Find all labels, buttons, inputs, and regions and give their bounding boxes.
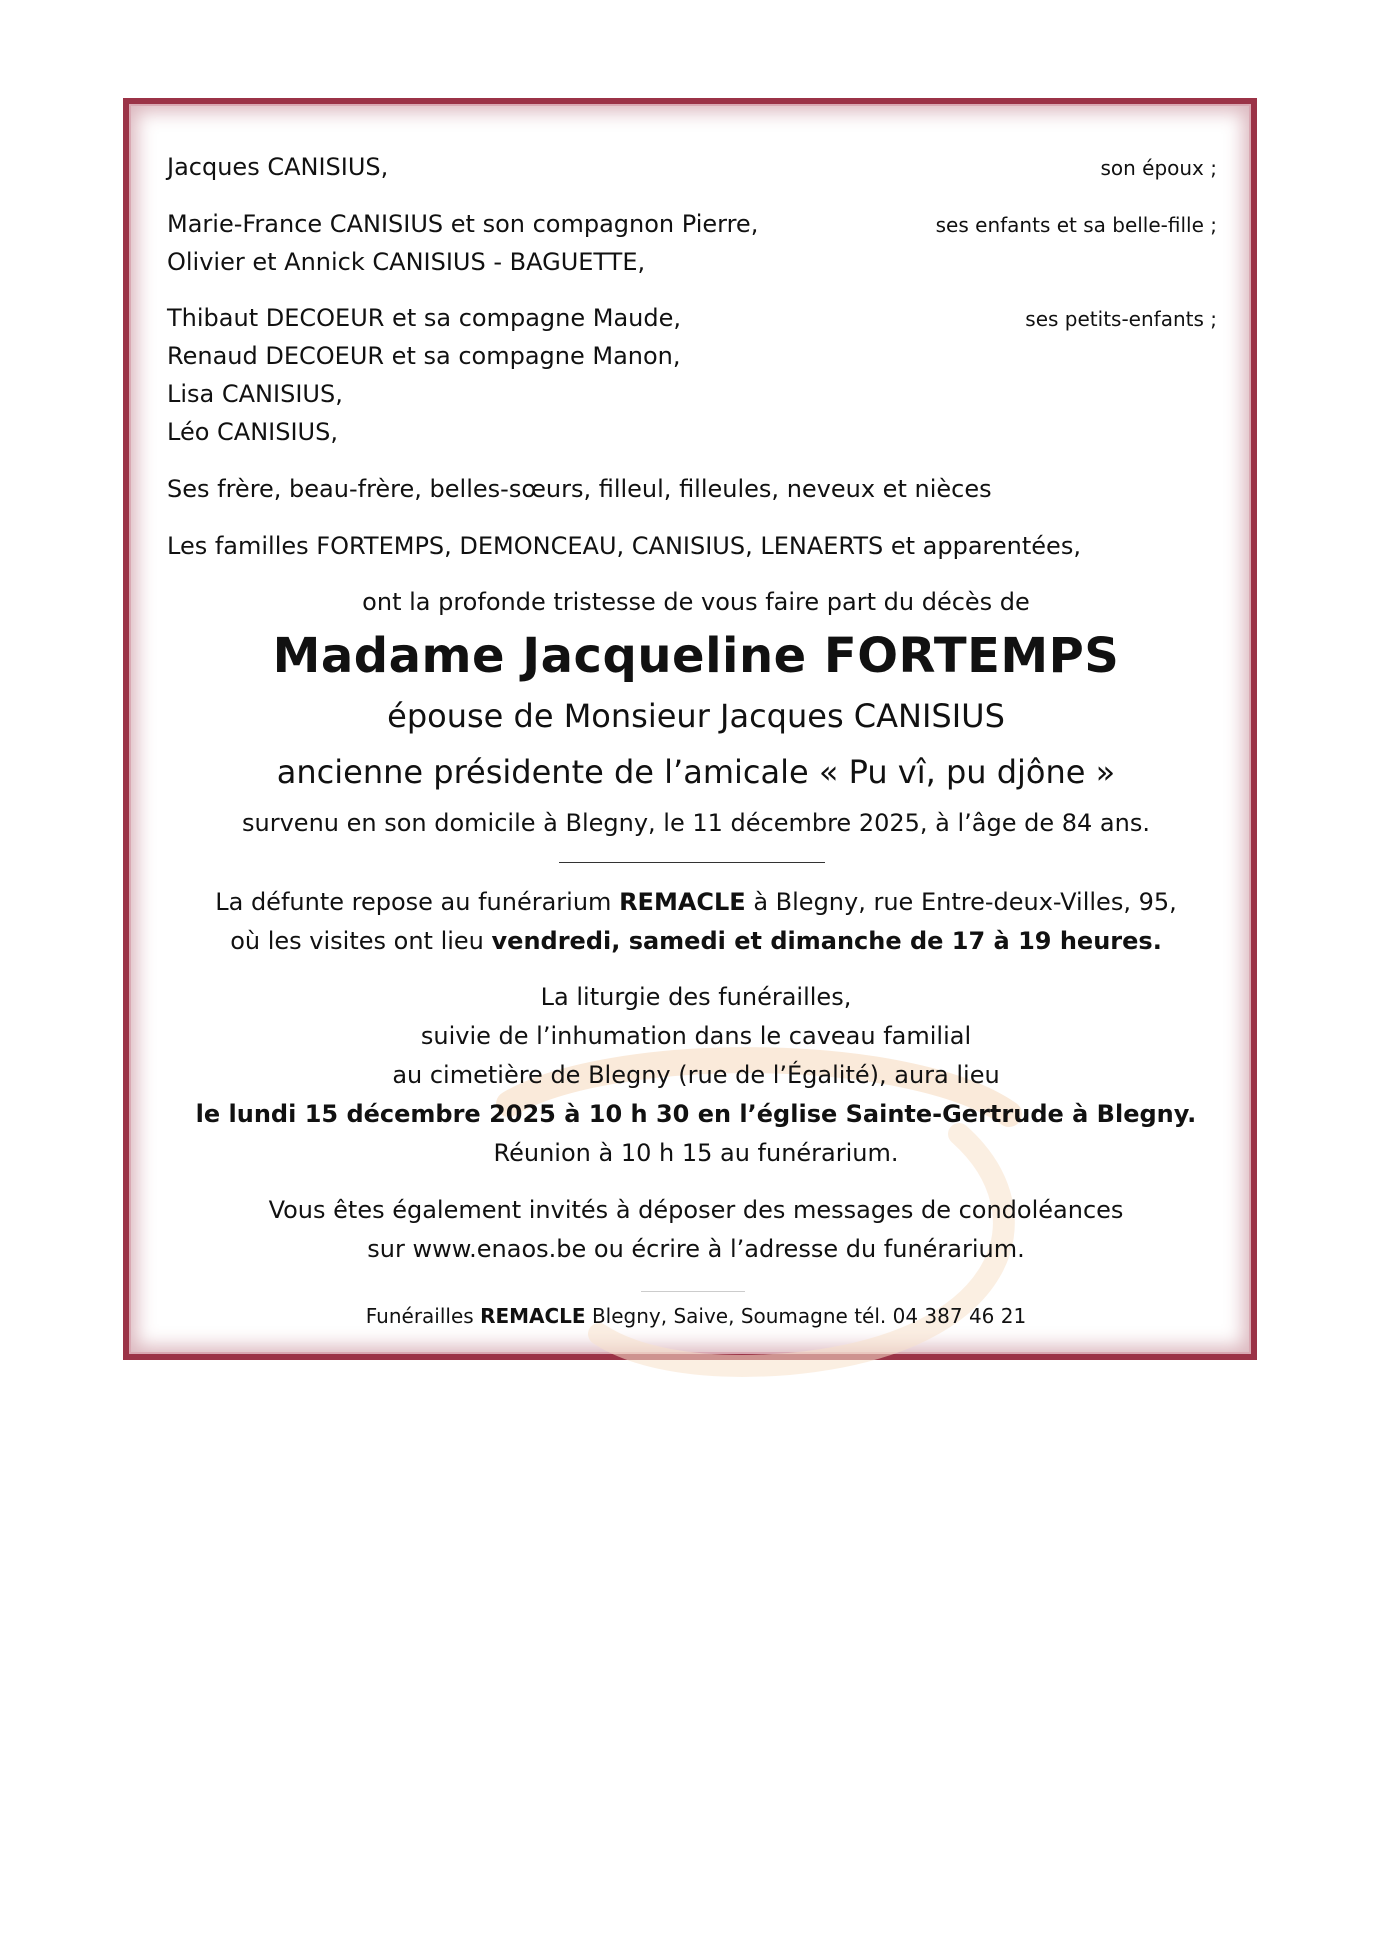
grandchildren-relation: ses petits-enfants ; xyxy=(1025,307,1217,331)
children-relation: ses enfants et sa belle-fille ; xyxy=(935,213,1217,237)
announcement-intro: ont la profonde tristesse de vous faire part du décès de xyxy=(362,588,1030,616)
grandchild-name-3: Lisa CANISIUS, xyxy=(167,380,343,408)
spouse-relation: son époux ; xyxy=(1100,156,1217,180)
child-name-2: Olivier et Annick CANISIUS - BAGUETTE, xyxy=(167,248,646,276)
spouse-row xyxy=(167,148,1217,186)
condolences-line-1: Vous êtes également invités à déposer des messages de condoléances xyxy=(268,1196,1124,1224)
section-divider xyxy=(559,862,825,863)
grandchild-name-1: Thibaut DECOEUR et sa compagne Maude, xyxy=(167,304,681,332)
spouse-line: épouse de Monsieur Jacques CANISIUS xyxy=(387,697,1005,735)
funeral-meeting-line: Réunion à 10 h 15 au funérarium. xyxy=(493,1139,899,1167)
visitation-line-1: La défunte repose au funérarium REMACLE à Blegny, rue Entre-deux-Villes, 95, xyxy=(215,888,1177,916)
funeral-date-line: le lundi 15 décembre 2025 à 10 h 30 en l’église Sainte-Gertrude à Blegny. xyxy=(195,1100,1197,1128)
funeral-line-3: au cimetière de Blegny (rue de l’Égalité), aura lieu xyxy=(392,1061,1000,1089)
children-row xyxy=(167,205,1217,281)
grandchildren-row xyxy=(167,299,1217,451)
spouse-name: Jacques CANISIUS, xyxy=(167,153,389,181)
deceased-name: Madame Jacqueline FORTEMPS xyxy=(272,628,1120,684)
death-details: survenu en son domicile à Blegny, le 11 décembre 2025, à l’âge de 84 ans. xyxy=(242,809,1150,837)
siblings-line: Ses frère, beau-frère, belles-sœurs, filleul, filleules, neveux et nièces xyxy=(167,475,992,503)
child-name-1: Marie-France CANISIUS et son compagnon Pierre, xyxy=(167,210,759,238)
families-line: Les familles FORTEMPS, DEMONCEAU, CANISIUS, LENAERTS et apparentées, xyxy=(167,532,1081,560)
visitation-line-2: où les visites ont lieu vendredi, samedi et dimanche de 17 à 19 heures. xyxy=(230,927,1162,955)
funeral-line-2: suivie de l’inhumation dans le caveau familial xyxy=(420,1022,972,1050)
grandchild-name-2: Renaud DECOEUR et sa compagne Manon, xyxy=(167,342,681,370)
condolences-line-2: sur www.enaos.be ou écrire à l’adresse du funérarium. xyxy=(367,1235,1025,1263)
footer-divider xyxy=(641,1291,745,1292)
grandchild-name-4: Léo CANISIUS, xyxy=(167,418,338,446)
footer: Funérailles REMACLE Blegny, Saive, Soumagne tél. 04 387 46 21 xyxy=(365,1304,1027,1328)
notice-frame xyxy=(123,98,1257,1360)
title-line: ancienne présidente de l’amicale « Pu vî, pu djône » xyxy=(276,753,1116,791)
funeral-line-1: La liturgie des funérailles, xyxy=(540,983,852,1011)
